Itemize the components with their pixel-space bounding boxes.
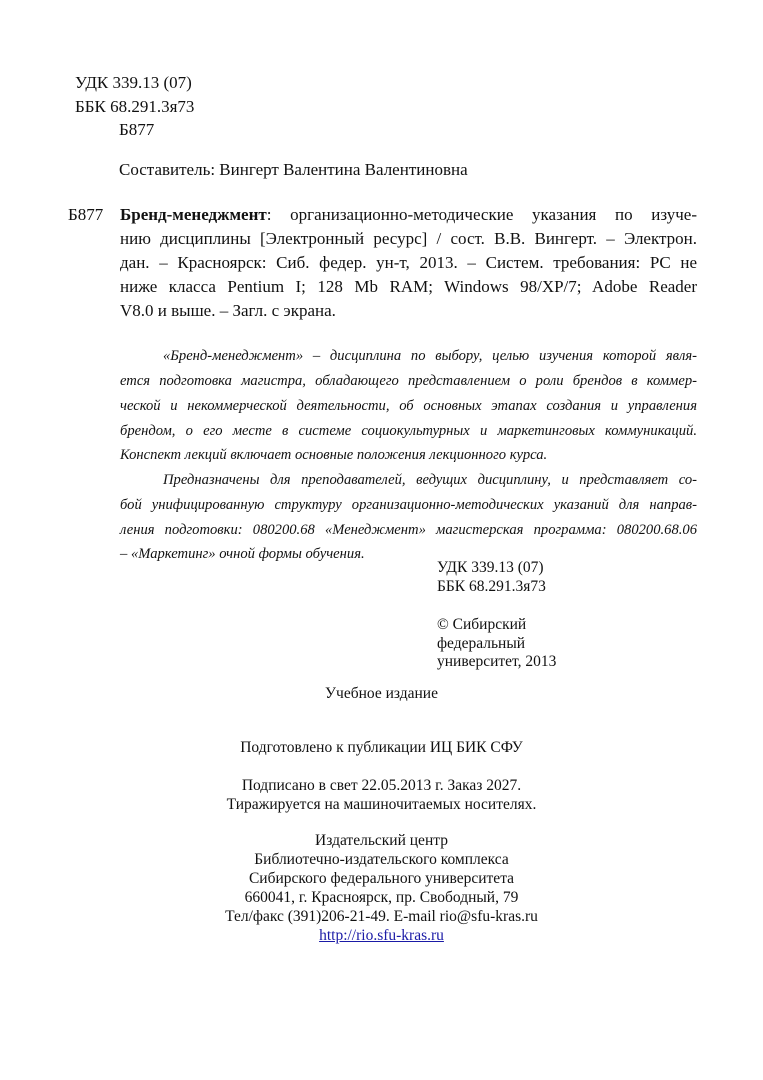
entry-line: ниже класса Pentium I; 128 Mb RAM; Windows 98/XP/7; Adobe Reader bbox=[120, 277, 697, 296]
publisher-line: 660041, г. Красноярск, пр. Свободный, 79 bbox=[244, 889, 519, 906]
entry-line: V8.0 и выше. – Загл. с экрана. bbox=[120, 301, 336, 320]
entry-line-rest: : организационно-методические указания по изуче- bbox=[266, 205, 697, 224]
publisher-line: Библиотечно-издательского комплекса bbox=[254, 851, 509, 868]
entry-title: Бренд-менеджмент bbox=[120, 205, 267, 224]
author-sign: Б877 bbox=[119, 120, 155, 139]
copyright-line: © Сибирский bbox=[437, 616, 527, 633]
replicated-note: Тиражируется на машиночитаемых носителях. bbox=[226, 796, 537, 813]
entry-line bbox=[120, 205, 697, 225]
abstract-line: брендом, о его месте в системе социокультурных и маркетинговых коммуникаций. bbox=[120, 423, 697, 439]
entry-line: дан. – Красноярск: Сиб. федер. ун-т, 2013. – Систем. требования: PC не bbox=[120, 253, 697, 272]
right-udk: УДК 339.13 (07) bbox=[437, 559, 544, 576]
abstract-line: бой унифицированную структуру организационно-методических указаний для направ- bbox=[120, 497, 697, 513]
entry-line: нию дисциплины [Электронный ресурс] / сост. В.В. Вингерт. – Электрон. bbox=[120, 229, 697, 248]
publisher-line: Тел/факс (391)206-21-49. E-mail rio@sfu-kras.ru bbox=[225, 908, 538, 925]
publisher-line: Издательский центр bbox=[315, 832, 448, 849]
edition-type: Учебное издание bbox=[325, 685, 438, 702]
publisher-website-link[interactable]: http://rio.sfu-kras.ru bbox=[319, 927, 444, 944]
bbk-code: ББК 68.291.3я73 bbox=[75, 97, 195, 116]
abstract-line: ется подготовка магистра, обладающего представлением о роли брендов в коммер- bbox=[120, 373, 697, 389]
prepared-note: Подготовлено к публикации ИЦ БИК СФУ bbox=[240, 739, 523, 756]
abstract-line: – «Маркетинг» очной формы обучения. bbox=[120, 546, 365, 562]
udk-code: УДК 339.13 (07) bbox=[75, 73, 192, 92]
abstract-line: Предназначены для преподавателей, ведущих дисциплину, и представляет со- bbox=[163, 472, 697, 488]
compiler: Составитель: Вингерт Валентина Валентиновна bbox=[119, 160, 468, 179]
abstract-line: ления подготовки: 080200.68 «Менеджмент» магистерская программа: 080200.68.06 bbox=[120, 522, 697, 538]
signed-note: Подписано в свет 22.05.2013 г. Заказ 2027. bbox=[241, 777, 522, 794]
abstract-line: ческой и некоммерческой деятельности, об основных этапах создания и управления bbox=[120, 398, 697, 414]
publisher-line: Сибирского федерального университета bbox=[248, 870, 515, 887]
entry-code: Б877 bbox=[68, 205, 104, 224]
copyright-line: федеральный bbox=[437, 635, 526, 652]
abstract-line: Конспект лекций включает основные положения лекционного курса. bbox=[120, 447, 548, 463]
abstract-line: «Бренд-менеджмент» – дисциплина по выбору, целью изучения которой явля- bbox=[163, 348, 697, 364]
right-bbk: ББК 68.291.3я73 bbox=[437, 578, 546, 595]
copyright-line: университет, 2013 bbox=[437, 653, 557, 670]
